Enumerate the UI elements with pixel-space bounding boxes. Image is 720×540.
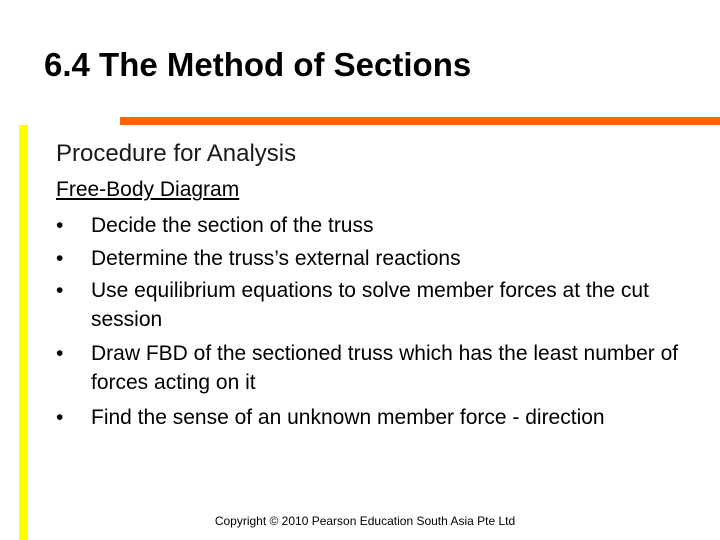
bullet-mark: • [56, 406, 64, 429]
bullet-mark: • [56, 342, 64, 365]
bullet-item-fbd [56, 339, 706, 397]
orange-accent-bar [120, 117, 720, 125]
bullet-list [56, 210, 706, 435]
bullet-item-reactions [56, 243, 706, 275]
section-heading: Free-Body Diagram [56, 178, 240, 201]
yellow-accent-bar [19, 125, 28, 540]
bullet-text: Use equilibrium equations to solve member forces at the cut session [91, 279, 649, 331]
bullet-mark: • [56, 247, 64, 270]
bullet-text: Decide the section of the truss [91, 214, 374, 237]
bullet-item-section [56, 210, 706, 242]
bullet-mark: • [56, 279, 64, 302]
bullet-mark: • [56, 214, 64, 237]
copyright-footer: Copyright © 2010 Pearson Education South Asia Pte Ltd [214, 514, 516, 528]
bullet-item-sense [56, 402, 706, 434]
bullet-text: Find the sense of an unknown member force - direction [91, 406, 605, 429]
bullet-text: Draw FBD of the sectioned truss which has the least number of forces acting on it [91, 342, 679, 394]
slide-subtitle: Procedure for Analysis [56, 140, 297, 167]
bullet-text: Determine the truss’s external reactions [91, 247, 461, 270]
slide-title: 6.4 The Method of Sections [44, 46, 472, 83]
bullet-item-equilibrium [56, 276, 706, 334]
